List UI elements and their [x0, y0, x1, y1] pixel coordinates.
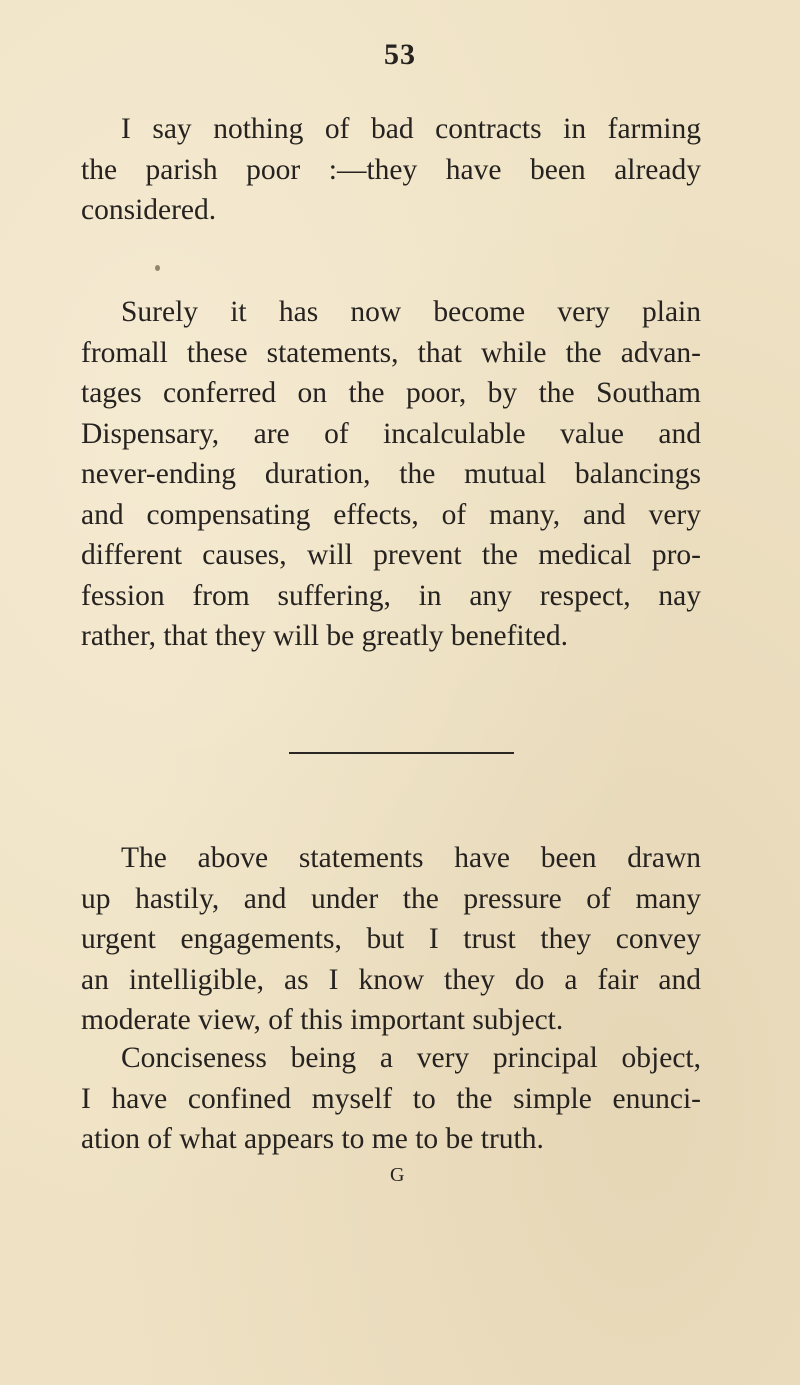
text-line: up hastily, and under the pressure of many: [81, 882, 701, 915]
text-line: rather, that they will be greatly benefited.: [81, 620, 569, 652]
text-line: the parish poor :—they have been already: [81, 153, 701, 186]
text-line: moderate view, of this important subject.: [81, 1004, 564, 1036]
text-line: Dispensary, are of incalculable value and: [81, 417, 701, 450]
paragraph-bad-contracts: [81, 109, 701, 231]
text-line: I say nothing of bad contracts in farming: [121, 113, 701, 145]
text-line: fession from suffering, in any respect, nay: [81, 579, 701, 612]
paragraph-conciseness: [81, 1038, 701, 1160]
text-line: Surely it has now become very plain: [121, 296, 701, 328]
text-line: ation of what appears to me to be truth.: [81, 1123, 544, 1155]
text-line: never-ending duration, the mutual balancings: [81, 458, 701, 490]
text-line: an intelligible, as I know they do a fair and: [81, 963, 701, 996]
ink-speck: [155, 265, 160, 271]
section-divider: [289, 752, 514, 754]
text-line: The above statements have been drawn: [121, 842, 701, 874]
text-line: urgent engagements, but I trust they convey: [81, 923, 701, 955]
text-line: fromall these statements, that while the advan-: [81, 336, 701, 369]
paragraph-surely: [81, 292, 701, 657]
text-line: considered.: [81, 194, 217, 226]
signature-mark: G: [390, 1164, 405, 1186]
paragraph-above-statements: [81, 838, 701, 1041]
text-line: different causes, will prevent the medical pro-: [81, 539, 701, 571]
text-line: Conciseness being a very principal object,: [121, 1042, 701, 1074]
text-line: tages conferred on the poor, by the Southam: [81, 377, 701, 409]
text-line: and compensating effects, of many, and very: [81, 498, 701, 531]
page-number: 53: [384, 38, 416, 71]
text-line: I have confined myself to the simple enunci-: [81, 1082, 701, 1115]
